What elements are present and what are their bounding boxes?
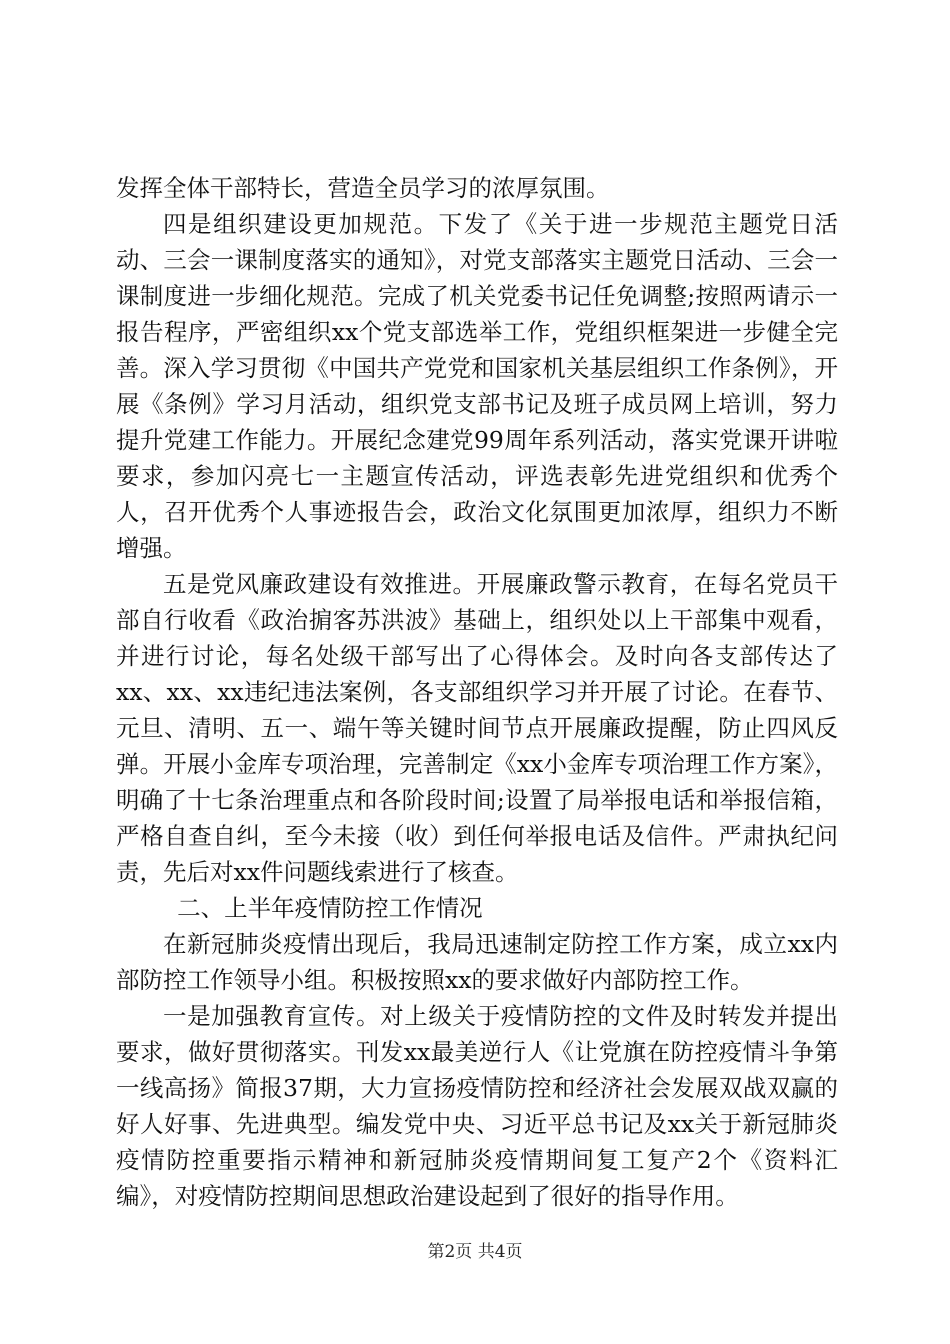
section-heading-epidemic-control: 二、上半年疫情防控工作情况	[177, 894, 483, 922]
document-body	[116, 170, 838, 1214]
paragraph-education-publicity: 一是加强教育宣传。对上级关于疫情防控的文件及时转发并提出要求，做好贯彻落实。刊发xx最美逆行人《让党旗在防控疫情斗争第一线高扬》简报37期，大力宣扬疫情防控和经济社会发展双战双赢的好人好事、先进典型。编发党中央、习近平总书记及xx关于新冠肺炎疫情防控重要指示精神和新冠肺炎疫情期间复工复产2个《资料汇编》，对疫情防控期间思想政治建设起到了很好的指导作用。	[116, 1002, 838, 1210]
paragraph-clean-governance: 五是党风廉政建设有效推进。开展廉政警示教育，在每名党员干部自行收看《政治掮客苏洪波》基础上，组织处以上干部集中观看，并进行讨论，每名处级干部写出了心得体会。及时向各支部传达了xx、xx、xx违纪违法案例，各支部组织学习并开展了讨论。在春节、元旦、清明、五一、端午等关键时间节点开展廉政提醒，防止四风反弹。开展小金库专项治理，完善制定《xx小金库专项治理工作方案》，明确了十七条治理重点和各阶段时间;设置了局举报电话和举报信箱，严格自查自纠，至今未接（收）到任何举报电话及信件。严肃执纪问责，先后对xx件问题线索进行了核查。	[116, 570, 838, 886]
paragraph-organization-building: 四是组织建设更加规范。下发了《关于进一步规范主题党日活动、三会一课制度落实的通知》，对党支部落实主题党日活动、三会一课制度进一步细化规范。完成了机关党委书记任免调整;按照两请示一报告程序，严密组织xx个党支部选举工作，党组织框架进一步健全完善。深入学习贯彻《中国共产党党和国家机关基层组织工作条例》，开展《条例》学习月活动，组织党支部书记及班子成员网上培训，努力提升党建工作能力。开展纪念建党99周年系列活动，落实党课开讲啦要求，参加闪亮七一主题宣传活动，评选表彰先进党组织和优秀个人，召开优秀个人事迹报告会，政治文化氛围更加浓厚，组织力不断增强。	[116, 210, 838, 562]
paragraph-epidemic-intro: 在新冠肺炎疫情出现后，我局迅速制定防控工作方案，成立xx内部防控工作领导小组。积极按照xx的要求做好内部防控工作。	[116, 930, 838, 994]
page-footer	[0, 1241, 950, 1263]
paragraph-continuation: 发挥全体干部特长，营造全员学习的浓厚氛围。	[116, 174, 610, 202]
page-number-label: 第2页 共4页	[427, 1242, 523, 1262]
